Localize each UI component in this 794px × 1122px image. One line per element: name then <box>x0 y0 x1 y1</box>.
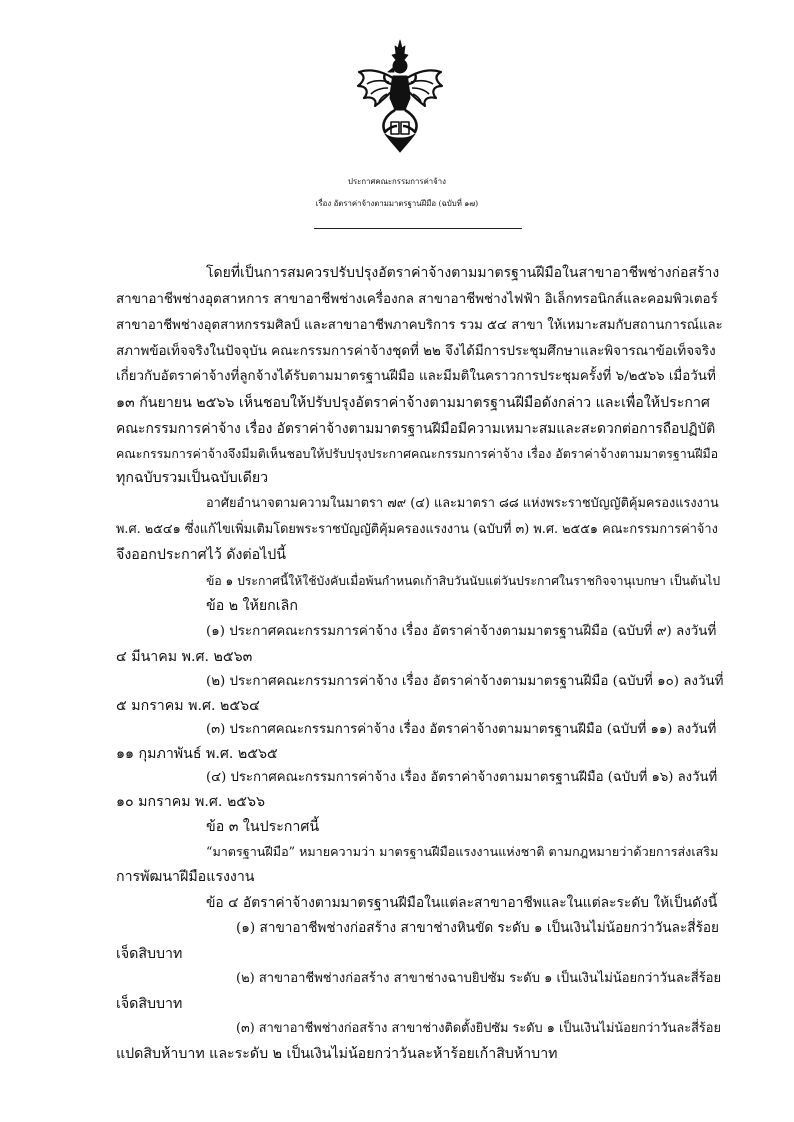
clause-3-definition: “มาตรฐานฝีมือ” หมายความว่า มาตรฐานฝีมือแรงงานแห่งชาติ ตามกฎหมายว่าด้วยการส่งเสริม <box>206 844 719 859</box>
announcement-subject: เรื่อง อัตราค่าจ้างตามมาตรฐานฝีมือ (ฉบับที่ ๑๗) <box>315 199 479 208</box>
clause-2-item-2-cont: ๕ มกราคม พ.ศ. ๒๕๖๔ <box>116 698 260 714</box>
clause-4-item-1-cont: เจ็ดสิบบาท <box>116 946 183 962</box>
announcement-title: ประกาศคณะกรรมการค่าจ้าง <box>348 177 446 186</box>
clause-2-item-3-cont: ๑๑ กุมภาพันธ์ พ.ศ. ๒๕๖๕ <box>116 746 278 762</box>
paragraph-line: อาศัยอำนาจตามความในมาตรา ๗๙ (๔) และมาตรา ๘๘ แห่งพระราชบัญญัติคุ้มครองแรงงาน <box>206 496 719 511</box>
clause-2-item-4-cont: ๑๐ มกราคม พ.ศ. ๒๕๖๖ <box>116 794 266 810</box>
clause-4-item-3: (๓) สาขาอาชีพช่างก่อสร้าง สาขาช่างติดตั้งยิปซัม ระดับ ๑ เป็นเงินไม่น้อยกว่าวันละสี่ร้อย <box>236 1021 721 1036</box>
clause-2-item-2: (๒) ประกาศคณะกรรมการค่าจ้าง เรื่อง อัตราค่าจ้างตามมาตรฐานฝีมือ (ฉบับที่ ๑๐) ลงวันที่ <box>206 674 724 689</box>
paragraph-line: โดยที่เป็นการสมควรปรับปรุงอัตราค่าจ้างตามมาตรฐานฝีมือในสาขาอาชีพช่างก่อสร้าง <box>206 265 720 281</box>
paragraph-line: คณะกรรมการค่าจ้าง เรื่อง อัตราค่าจ้างตามมาตรฐานฝีมือมีความเหมาะสมและสะดวกต่อการถือปฏิบัติ <box>116 421 716 437</box>
clause-4-item-2-cont: เจ็ดสิบบาท <box>116 996 183 1012</box>
clause-2-item-3: (๓) ประกาศคณะกรรมการค่าจ้าง เรื่อง อัตราค่าจ้างตามมาตรฐานฝีมือ (ฉบับที่ ๑๑) ลงวันที่ <box>206 722 717 737</box>
clause-3-definition-cont: การพัฒนาฝีมือแรงงาน <box>116 869 255 885</box>
paragraph-line: พ.ศ. ๒๕๔๑ ซึ่งแก้ไขเพิ่มเติมโดยพระราชบัญญัติคุ้มครองแรงงาน (ฉบับที่ ๓) พ.ศ. ๒๕๕๑ คณะกรรมการค่าจ้าง <box>116 522 718 537</box>
title-divider <box>314 228 522 229</box>
paragraph-line: สภาพข้อเท็จจริงในปัจจุบัน คณะกรรมการค่าจ้างชุดที่ ๒๒ จึงได้มีการประชุมศึกษาและพิจารณาข้อเท็จจริง <box>116 344 716 359</box>
clause-2-item-1-cont: ๔ มีนาคม พ.ศ. ๒๕๖๓ <box>116 649 253 665</box>
paragraph-line: คณะกรรมการค่าจ้างจึงมีมติเห็นชอบให้ปรับปรุงประกาศคณะกรรมการค่าจ้าง เรื่อง อัตราค่าจ้างตามมาตรฐานฝีมือ <box>116 446 719 461</box>
clause-4: ข้อ ๔ อัตราค่าจ้างตามมาตรฐานฝีมือในแต่ละสาขาอาชีพและในแต่ละระดับ ให้เป็นดังนี้ <box>206 895 718 911</box>
clause-2-item-4: (๔) ประกาศคณะกรรมการค่าจ้าง เรื่อง อัตราค่าจ้างตามมาตรฐานฝีมือ (ฉบับที่ ๑๖) ลงวันที่ <box>206 770 718 785</box>
clause-1: ข้อ ๑ ประกาศนี้ให้ใช้บังคับเมื่อพ้นกำหนดเก้าสิบวันนับแต่วันประกาศในราชกิจจานุเบกษา เป็นต้นไป <box>206 574 721 588</box>
garuda-emblem-icon <box>355 38 445 154</box>
paragraph-line: ๑๓ กันยายน ๒๕๖๖ เห็นชอบให้ปรับปรุงอัตราค่าจ้างตามมาตรฐานฝีมือดังกล่าว และเพื่อให้ประกาศ <box>116 395 710 411</box>
clause-2: ข้อ ๒ ให้ยกเลิก <box>206 598 298 614</box>
clause-4-item-1: (๑) สาขาอาชีพช่างก่อสร้าง สาขาช่างหินขัด ระดับ ๑ เป็นเงินไม่น้อยกว่าวันละสี่ร้อย <box>236 920 720 936</box>
clause-4-item-3-cont: แปดสิบห้าบาท และระดับ ๒ เป็นเงินไม่น้อยกว่าวันละห้าร้อยเก้าสิบห้าบาท <box>116 1046 558 1062</box>
clause-2-item-1: (๑) ประกาศคณะกรรมการค่าจ้าง เรื่อง อัตราค่าจ้างตามมาตรฐานฝีมือ (ฉบับที่ ๙) ลงวันที่ <box>206 624 717 639</box>
paragraph-line: จึงออกประกาศไว้ ดังต่อไปนี้ <box>116 547 287 563</box>
clause-3: ข้อ ๓ ในประกาศนี้ <box>206 819 320 835</box>
paragraph-line: สาขาอาชีพช่างอุตสาหการ สาขาอาชีพช่างเครื่องกล สาขาอาชีพช่างไฟฟ้า อิเล็กทรอนิกส์และคอมพิวเตอร์ <box>116 292 718 307</box>
paragraph-line: สาขาอาชีพช่างอุตสาหกรรมศิลป์ และสาขาอาชีพภาคบริการ รวม ๕๔ สาขา ให้เหมาะสมกับสถานการณ์และ <box>116 318 723 333</box>
clause-4-item-2: (๒) สาขาอาชีพช่างก่อสร้าง สาขาช่างฉาบยิปซัม ระดับ ๑ เป็นเงินไม่น้อยกว่าวันละสี่ร้อย <box>236 971 722 986</box>
paragraph-line: เกี่ยวกับอัตราค่าจ้างที่ลูกจ้างได้รับตามมาตรฐานฝีมือ และมีมติในคราวการประชุมครั้งที่ ๖/๒๕๖๖ เมื่อวันที่ <box>116 369 716 384</box>
paragraph-line: ทุกฉบับรวมเป็นฉบับเดียว <box>116 470 269 486</box>
